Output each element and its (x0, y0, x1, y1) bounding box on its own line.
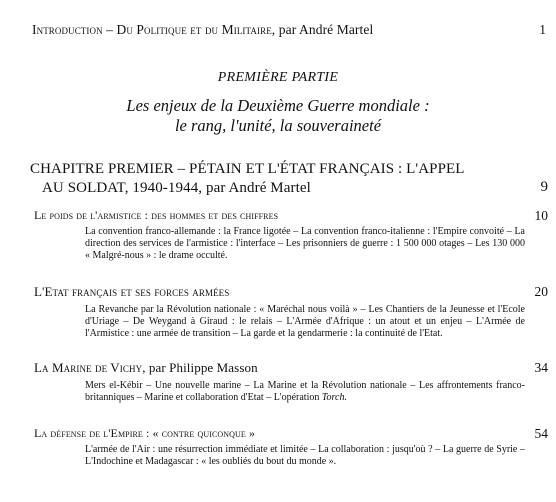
introduction-entry (32, 22, 373, 38)
section-title: L'Etat français et ses forces armées (34, 284, 230, 299)
section-page-number: 34 (534, 360, 548, 375)
chapter-page-number: 9 (540, 179, 548, 195)
chapter-title-line1: CHAPITRE PREMIER – PÉTAIN ET L'ÉTAT FRANÇAIS : L'APPEL (30, 161, 465, 177)
chapter-title-line2: AU SOLDAT, 1940-1944, par André Martel (42, 180, 311, 196)
section-title (34, 360, 258, 376)
section-description-main: Mers el-Kébir – Une nouvelle marine – La Marine et la Révolution nationale – Les affrontements franco-britanniques – Marine et collaboration d'Etat – L'opération (85, 380, 525, 403)
section-description: La Revanche par la Révolution nationale : « Maréchal nous voilà » – Les Chantiers de la Jeunesse et l'Ecole d'Uriage – De Weygand à Giraud : le relais – L'Armée d'Afrique : un atout et un enjeu – L'Armée de l'Armistice : une armée de transition – La garde et la gendarmerie : la continuité de l'Etat. (85, 304, 525, 339)
section-title-main: La Marine de Vichy (34, 360, 143, 375)
section-title: Le poids de l'armistice : des hommes et des chiffres (34, 208, 279, 222)
part-label: PREMIÈRE PARTIE (217, 70, 339, 85)
section-page-number: 54 (534, 426, 548, 441)
section-description: L'armée de l'Air : une résurrection immédiate et limitée – La collaboration : jusqu'où ? – La guerre de Syrie – L'Indochine et Madagascar : « les oubliés du bout du monde ». (85, 444, 525, 467)
introduction-author: , par André Martel (271, 22, 374, 37)
section-title: La défense de l'Empire : « contre quiconque » (34, 426, 256, 440)
section-description-italic: Torch. (321, 392, 347, 403)
introduction-title: Introduction – Du Politique et du Militaire (32, 22, 272, 37)
section-page-number: 10 (534, 208, 548, 223)
section-description (85, 380, 525, 404)
part-title-line2: le rang, l'unité, la souveraineté (174, 116, 382, 135)
section-author: , par Philippe Masson (142, 360, 258, 375)
part-title (0, 96, 556, 136)
chapter-title (30, 160, 490, 198)
introduction-page-number: 1 (539, 22, 546, 37)
section-page-number: 20 (534, 284, 548, 299)
part-title-line1: Les enjeux de la Deuxième Guerre mondiale : (126, 96, 430, 115)
section-description: La convention franco-allemande : la France ligotée – La convention franco-italienne : l'Empire convoité – La direction des services de l'armistice : l'interface – Les prisonniers de guerre : 1 500 000 otages – Les 130 000 « Malgré-nous » : le drame occulté. (85, 226, 525, 261)
